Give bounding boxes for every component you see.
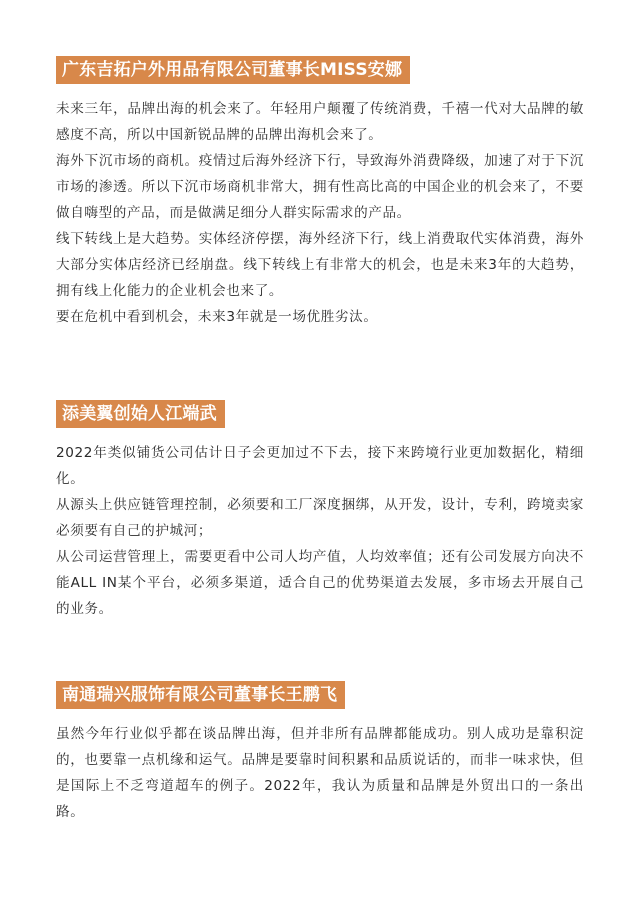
section-body	[56, 440, 584, 622]
paragraph: 海外下沉市场的商机。疫情过后海外经济下行，导致海外消费降级，加速了对于下沉市场的渗透。所以下沉市场商机非常大，拥有性高比高的中国企业的机会来了，不要做自嗨型的产品，而是做满足细分人群实际需求的产品。	[56, 153, 584, 221]
section-heading: 广东吉拓户外用品有限公司董事长MISS安娜	[56, 56, 410, 84]
section-body	[56, 96, 584, 330]
paragraph: 从公司运营管理上，需要更看中公司人均产值，人均效率值；还有公司发展方向决不能ALL IN某个平台，必须多渠道，适合自己的优势渠道去发展，多市场去开展自己的业务。	[56, 549, 584, 617]
section-body	[56, 721, 584, 825]
section-jiang	[56, 400, 584, 622]
paragraph: 要在危机中看到机会，未来3年就是一场优胜劣汰。	[56, 309, 378, 325]
paragraph: 从源头上供应链管理控制，必须要和工厂深度捆绑，从开发，设计，专利，跨境卖家必须要有自己的护城河；	[56, 497, 584, 539]
section-anna	[56, 56, 584, 330]
section-wang	[56, 681, 584, 825]
paragraph: 2022年类似铺货公司估计日子会更加过不下去，接下来跨境行业更加数据化，精细化。	[56, 445, 584, 487]
section-heading: 添美翼创始人江端武	[56, 400, 225, 428]
paragraph: 未来三年，品牌出海的机会来了。年轻用户颠覆了传统消费，千禧一代对大品牌的敏感度不高，所以中国新锐品牌的品牌出海机会来了。	[56, 101, 584, 143]
paragraph: 虽然今年行业似乎都在谈品牌出海，但并非所有品牌都能成功。别人成功是靠积淀的，也要靠一点机缘和运气。品牌是要靠时间积累和品质说话的，而非一味求快，但是国际上不乏弯道超车的例子。2022年，我认为质量和品牌是外贸出口的一条出路。	[56, 726, 584, 820]
section-heading: 南通瑞兴服饰有限公司董事长王鹏飞	[56, 681, 345, 709]
paragraph: 线下转线上是大趋势。实体经济停摆，海外经济下行，线上消费取代实体消费，海外大部分实体店经济已经崩盘。线下转线上有非常大的机会，也是未来3年的大趋势，拥有线上化能力的企业机会也来了。	[56, 231, 584, 299]
